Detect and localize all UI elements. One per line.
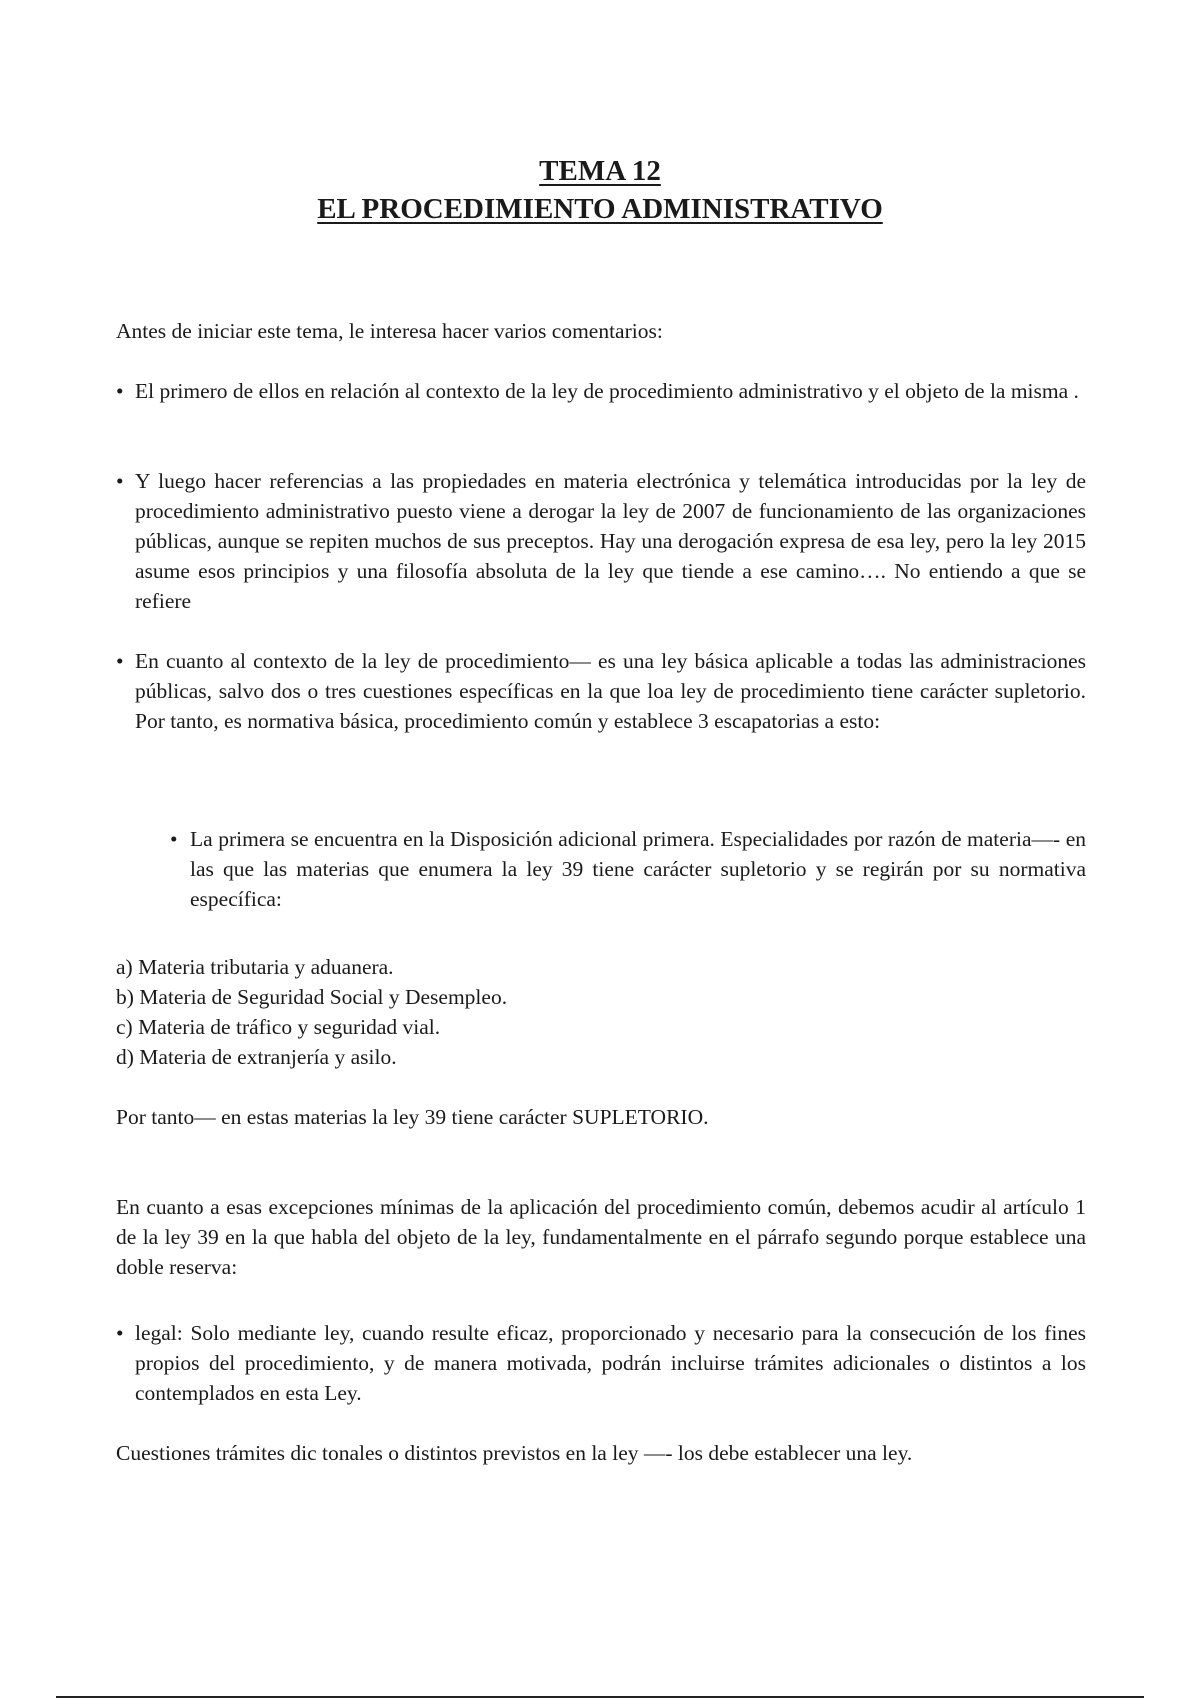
bullet-item-electronic: Y luego hacer referencias a las propiedades en materia electrónica y telemática introducidas por la ley de procedimiento administrativo puesto viene a derogar la ley de 2007 de funcionamiento de las organizaciones públicas, aunque se repiten muchos de sus preceptos. Hay una derogación expresa de esa ley, pero la ley 2015 asume esos principios y una filosofía absoluta de la ley que tiende a ese camino…. No entiendo a que se refiere xyxy=(135,469,1086,613)
bullet-icon: • xyxy=(116,649,124,673)
bullet-icon: • xyxy=(170,827,178,851)
bullet-item-legal-reserve: legal: Solo mediante ley, cuando resulte eficaz, proporcionado y necesario para la consecución de los fines propios del procedimiento, y de manera motivada, podrán incluirse trámites adicionales o distintos a los contemplados en esta Ley. xyxy=(135,1321,1086,1405)
bullet-icon: • xyxy=(116,1321,124,1345)
list-item: b) Materia de Seguridad Social y Desempleo. xyxy=(116,985,508,1009)
list-item: d) Materia de extranjería y asilo. xyxy=(116,1045,397,1069)
title-line-1: TEMA 12 xyxy=(539,155,661,187)
bullet-icon: • xyxy=(116,469,124,493)
title-line-2: EL PROCEDIMIENTO ADMINISTRATIVO xyxy=(317,193,883,225)
bullet-item-context: El primero de ellos en relación al contexto de la ley de procedimiento administrativo y el objeto de la misma . xyxy=(135,379,1079,403)
conclusion-paragraph: Por tanto— en estas materias la ley 39 tiene carácter SUPLETORIO. xyxy=(116,1105,709,1129)
exceptions-paragraph: En cuanto a esas excepciones mínimas de la aplicación del procedimiento común, debemos acudir al artículo 1 de la ley 39 en la que habla del objeto de la ley, fundamentalmente en el párrafo segundo porque establece una doble reserva: xyxy=(116,1195,1086,1279)
sub-bullet-first-exception: La primera se encuentra en la Disposición adicional primera. Especialidades por razón de materia—- en las que las materias que enumera la ley 39 tiene carácter supletorio y se regirán por su normativa específica: xyxy=(190,827,1086,911)
final-paragraph: Cuestiones trámites dic tonales o distintos previstos en la ley —- los debe establecer una ley. xyxy=(116,1441,913,1465)
footer-divider xyxy=(56,1696,1144,1698)
list-item: c) Materia de tráfico y seguridad vial. xyxy=(116,1015,441,1039)
list-item: a) Materia tributaria y aduanera. xyxy=(116,955,394,979)
bullet-icon: • xyxy=(116,379,124,403)
bullet-item-basic-law: En cuanto al contexto de la ley de procedimiento— es una ley básica aplicable a todas las administraciones públicas, salvo dos o tres cuestiones específicas en la que loa ley de procedimiento tiene carácter supletorio. Por tanto, es normativa básica, procedimiento común y establece 3 escapatorias a esto: xyxy=(135,649,1086,733)
intro-paragraph: Antes de iniciar este tema, le interesa hacer varios comentarios: xyxy=(116,319,663,343)
document-title xyxy=(0,152,1200,228)
